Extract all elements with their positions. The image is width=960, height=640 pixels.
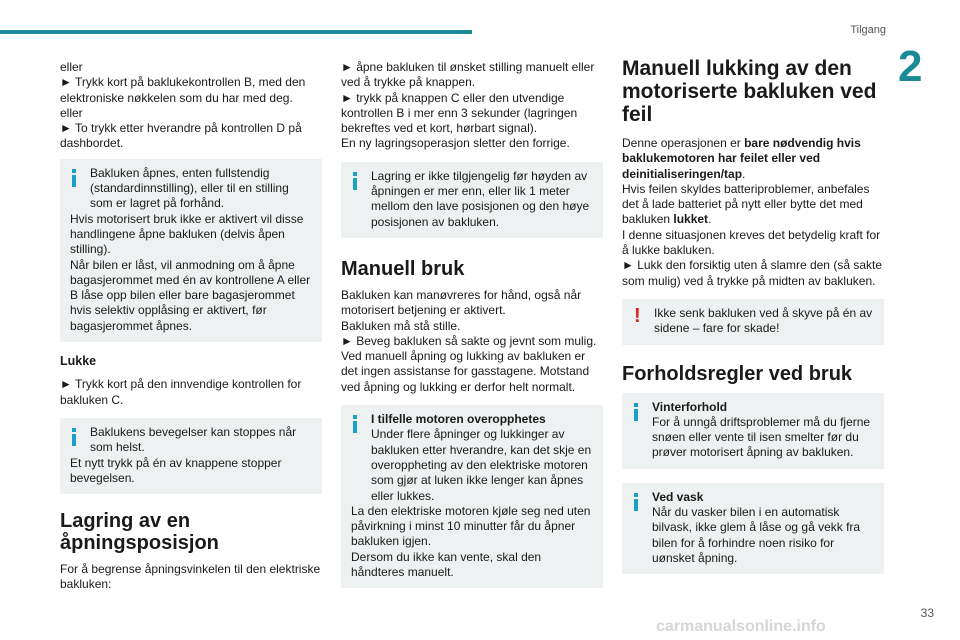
warning-note [622,299,884,345]
paragraph: Bakluken kan manøvreres for hånd, også når motorisert betjening er aktivert. [341,287,582,318]
text: . [708,212,712,227]
paragraph: ► Trykk kort på baklukekontrollen B, med den elektroniske nøkkelen som du har med deg. [60,75,306,105]
info-icon [350,172,362,190]
section-heading-manuell: Manuell bruk [341,257,465,280]
note-text: Et nytt trykk på én av knappene stopper bevegelsen. [70,455,282,485]
column-1 [60,60,322,593]
paragraph: ► Lukk den forsiktig uten å slamre den (så sakte som mulig) ved å trykke på midten av bakluken. [622,258,883,288]
note-text: Lagring er ikke tilgjengelig før høyden av åpningen er mer enn, eller lik 1 meter mellom den lave posisjonen og den høye posisjonen av bakluken. [371,168,590,229]
paragraph: ► Trykk kort på den innvendige kontrollen for bakluken C. [60,377,302,407]
text: . [742,166,746,181]
paragraph: eller [60,60,83,74]
note-text: Bakluken åpnes, enten fullstendig (standardinnstilling), eller til en stilling som er lagret på forhånd. [90,165,289,211]
bold-text: lukket [673,212,709,227]
bold-text: bare nødvendig hvis baklukemotoren har feilet eller ved deinitialiseringen/tap [622,136,861,181]
info-icon [631,493,643,511]
section-name: Tilgang [850,24,886,36]
note-title: Ved vask [652,489,704,504]
page-number: 33 [920,606,934,620]
section-heading-lukke: Lukke [60,354,97,369]
note-text: Baklukens bevegelser kan stoppes når som helst. [90,424,297,455]
paragraph: I denne situasjonen kreves det betydelig kraft for å lukke bakluken. [622,227,881,258]
info-note [622,483,884,574]
note-title: I tilfelle motoren overopphetes [371,412,546,427]
info-icon [631,403,643,421]
paragraph: ► Beveg bakluken så sakte og jevnt som mulig. [341,333,597,348]
info-note [341,162,603,238]
note-text: Når bilen er låst, vil anmodning om å åpne bagasjerommet med én av kontrollene A eller B låse opp bilen eller bare bagasjerommet hvis selektiv opplåsing er aktivert, før bagasjerommet åpnes. [70,257,311,333]
paragraph [622,136,884,182]
note-text: Når du vasker bilen i en automatisk bilvask, ikke glem å låse og gå vekk fra bilen for å forhindre noen risiko for uønsket åpning. [652,505,861,565]
paragraph: For å begrense åpningsvinkelen til den elektriske bakluken: [60,562,321,592]
paragraph: Ved manuell åpning og lukking av bakluken er det ingen assistanse for gasstagene. Motstand ved åpning og lukking er derfor helt normalt. [341,349,590,394]
chapter-number: 2 [898,42,923,91]
watermark: carmanualsonline.info [656,618,826,635]
paragraph [622,182,884,228]
note-text: Under flere åpninger og lukkinger av bakluken etter hverandre, kan det skje en overoppheting av den elektriske motoren som gjør at luken ikke lenger kan åpnes eller lukkes. [371,427,592,503]
header-accent-bar [0,30,472,34]
column-2 [341,60,603,596]
note-text: Dersom du ikke kan vente, skal den håndteres manuelt. [351,549,542,580]
note-text: La den elektriske motoren kjøle seg ned uten påvirkning i minst 10 minutter får du åpner bakluken igjen. [351,503,591,549]
intro-text [60,60,322,152]
section-heading-forholdsregler: Forholdsregler ved bruk [622,362,853,385]
paragraph: ► åpne bakluken til ønsket stilling manuelt eller ved å trykke på knappen. [341,60,595,90]
info-note [60,159,322,342]
section-heading-manuell-lukking: Manuell lukking av den motoriserte bakluken ved feil [622,57,877,126]
text: Denne operasjonen er [622,136,745,150]
note-text: Ikke senk bakluken ved å skyve på én av sidene – fare for skade! [654,305,873,336]
paragraph: ► trykk på knappen C eller den utvendige kontrollen B i mer enn 3 sekunder (lagringen bekreftes ved et kort, hørbart signal). [341,90,578,136]
note-text: For å unngå driftsproblemer må du fjerne snøen eller vente til isen smelter før du prøver motorisert åpning av bakluken. [652,414,871,460]
paragraph: Bakluken må stå stille. [341,318,461,333]
info-note [60,418,322,494]
paragraph: eller [60,105,83,120]
info-note [341,405,603,588]
info-icon [69,428,81,446]
note-text: Hvis motorisert bruk ikke er aktivert vil disse handlingene åpne bakluken (delvis åpen stilling). [70,211,304,257]
column-3 [622,57,884,582]
note-title: Vinterforhold [652,399,728,414]
paragraph: ► To trykk etter hverandre på kontrollen D på dashbordet. [60,121,302,151]
info-icon [350,415,362,433]
text: Hvis feilen skyldes batteriproblemer, anbefales det å lade batteriet på nytt eller bytte det med bakluken [622,181,870,227]
info-note [622,393,884,469]
section-heading-lagring: Lagring av en åpningsposisjon [60,510,219,555]
paragraph: En ny lagringsoperasjon sletter den forrige. [341,136,570,151]
info-icon [69,169,81,187]
warning-icon: ! [634,304,641,327]
